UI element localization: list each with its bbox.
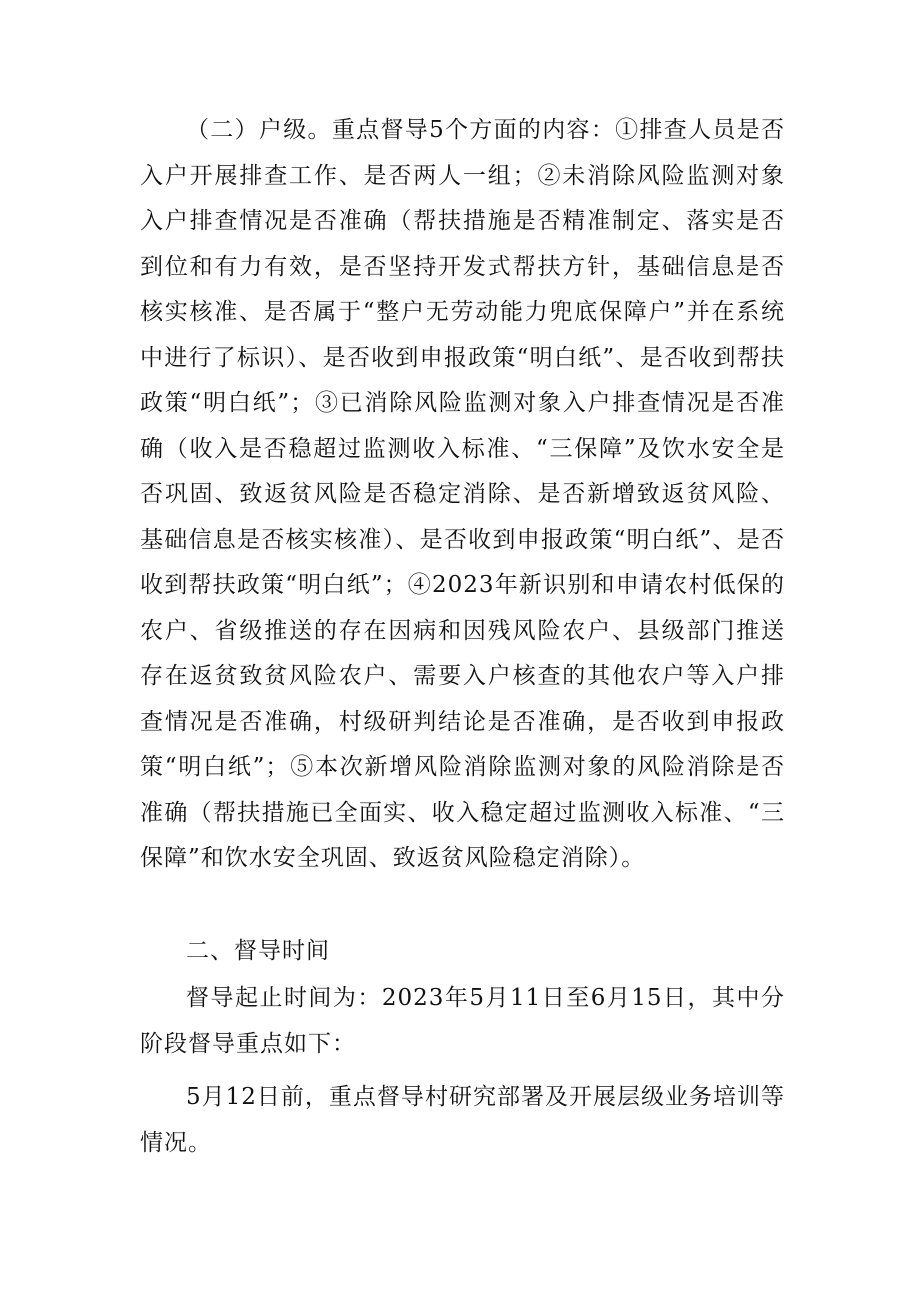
section-heading-supervision-time: 二、督导时间 — [186, 938, 330, 964]
paragraph-may-12-stage: 5月12日前，重点督导村研究部署及开展层级业务培训等情况。 — [140, 1084, 785, 1156]
paragraph-household-level: （二）户级。重点督导5个方面的内容：①排查人员是否入户开展排查工作、是否两人一组；②未消除风险监测对象入户排查情况是否准确（帮扶措施是否精准制定、落实是否到位和有力有效，是否坚持开发式帮扶方针，基础信息是否核实核准、是否属于“整户无劳动能力兜底保障户”并在系统中进行了标识）、是否收到申报政策“明白纸”、是否收到帮扶政策“明白纸”；③已消除风险监测对象入户排查情况是否准确（收入是否稳超过监测收入标准、“三保障”及饮水安全是否巩固、致返贫风险是否稳定消除、是否新增致返贫风险、基础信息是否核实核准）、是否收到申报政策“明白纸”、是否收到帮扶政策“明白纸”；④2023年新识别和申请农村低保的农户、省级推送的存在因病和因残风险农户、县级部门推送存在返贫致贫风险农户、需要入户核查的其他农户等入户排查情况是否准确，村级研判结论是否准确，是否收到申报政策“明白纸”；⑤本次新增风险消除监测对象的风险消除是否准确（帮扶措施已全面实、收入稳定超过监测收入标准、“三保障”和饮水安全巩固、致返贫风险稳定消除）。 — [140, 117, 785, 871]
paragraph-supervision-period: 督导起止时间为：2023年5月11日至6月15日，其中分阶段督导重点如下： — [140, 985, 785, 1057]
